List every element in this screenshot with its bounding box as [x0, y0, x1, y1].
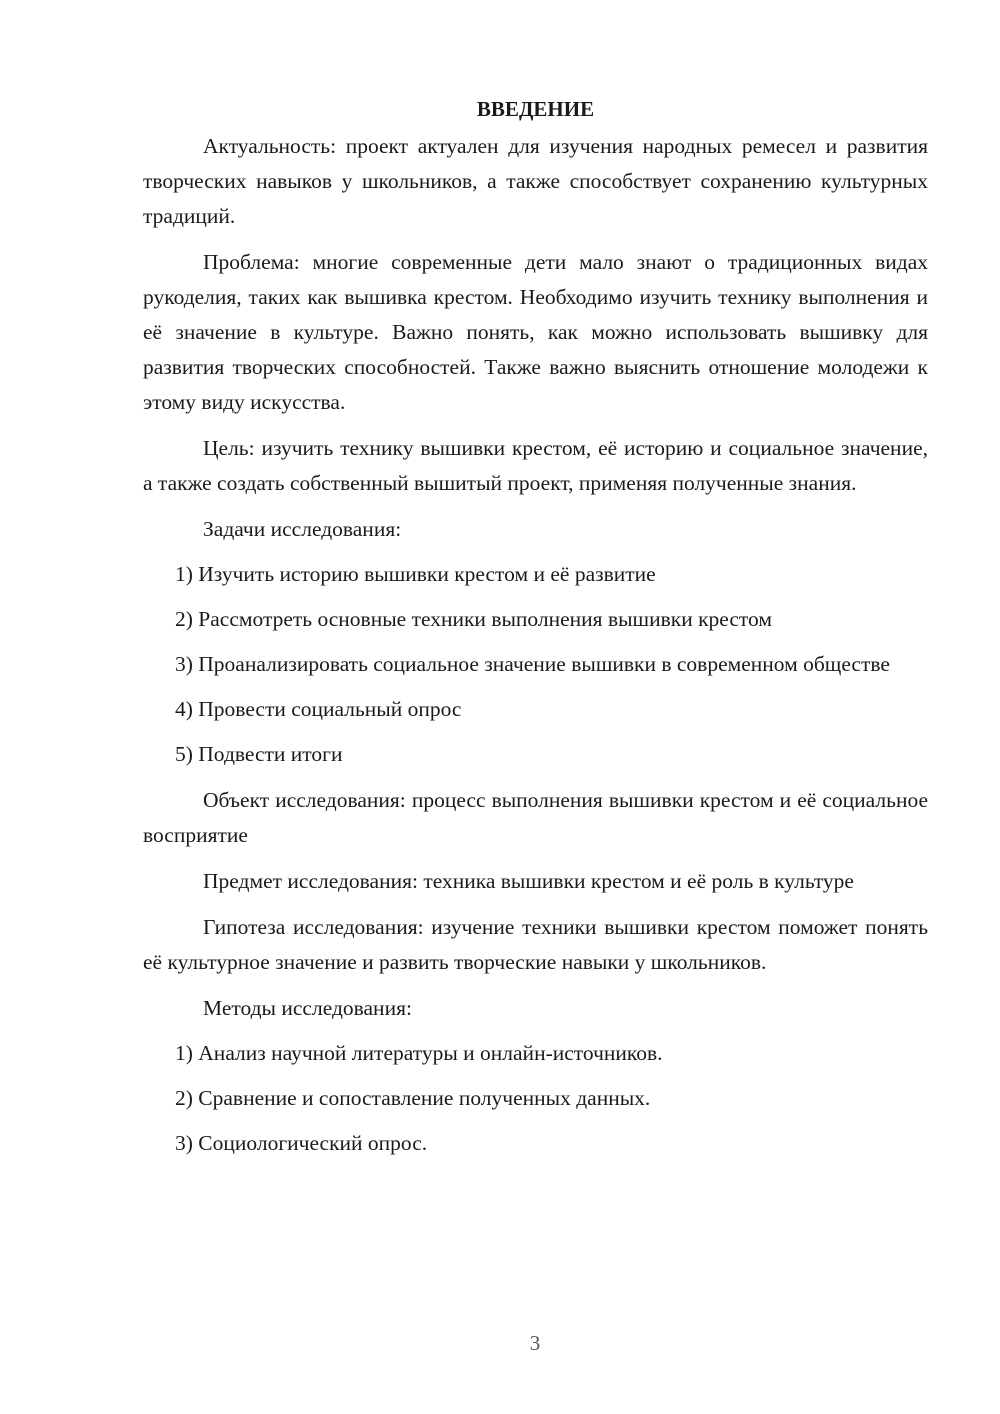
method-item-2: 2) Сравнение и сопоставление полученных данных. — [175, 1086, 651, 1110]
hypothesis-paragraph: Гипотеза исследования: изучение техники вышивки крестом поможет понять её культурное значение и развить творческие навыки у школьников. — [143, 915, 928, 974]
methods-title: Методы исследования: — [203, 996, 412, 1020]
relevance-paragraph: Актуальность: проект актуален для изучения народных ремесел и развития творческих навыков у школьников, а также способствует сохранению культурных традиций. — [143, 134, 928, 228]
task-item-4: 4) Провести социальный опрос — [175, 697, 462, 721]
page-number: 3 — [529, 1331, 541, 1355]
object-paragraph: Объект исследования: процесс выполнения вышивки крестом и её социальное восприятие — [143, 788, 928, 847]
document-page — [143, 92, 928, 1161]
method-item-1: 1) Анализ научной литературы и онлайн-источников. — [175, 1041, 663, 1065]
goal-paragraph: Цель: изучить технику вышивки крестом, её историю и социальное значение, а также создать собственный вышитый проект, применяя полученные знания. — [143, 436, 928, 495]
page-title: ВВЕДЕНИЕ — [476, 97, 595, 121]
problem-paragraph: Проблема: многие современные дети мало знают о традиционных видах рукоделия, таких как вышивка крестом. Необходимо изучить технику выполнения и её значение в культуре. Важно понять, как можно использовать вышивку для развития творческих способностей. Также важно выяснить отношение молодежи к этому виду искусства. — [143, 250, 928, 414]
task-item-5: 5) Подвести итоги — [175, 742, 343, 766]
task-item-1: 1) Изучить историю вышивки крестом и её развитие — [175, 562, 656, 586]
method-item-3: 3) Социологический опрос. — [175, 1131, 428, 1155]
tasks-title: Задачи исследования: — [203, 517, 402, 541]
subject-paragraph: Предмет исследования: техника вышивки крестом и её роль в культуре — [203, 869, 854, 893]
task-item-3: 3) Проанализировать социальное значение вышивки в современном обществе — [175, 652, 890, 676]
task-item-2: 2) Рассмотреть основные техники выполнения вышивки крестом — [175, 607, 772, 631]
